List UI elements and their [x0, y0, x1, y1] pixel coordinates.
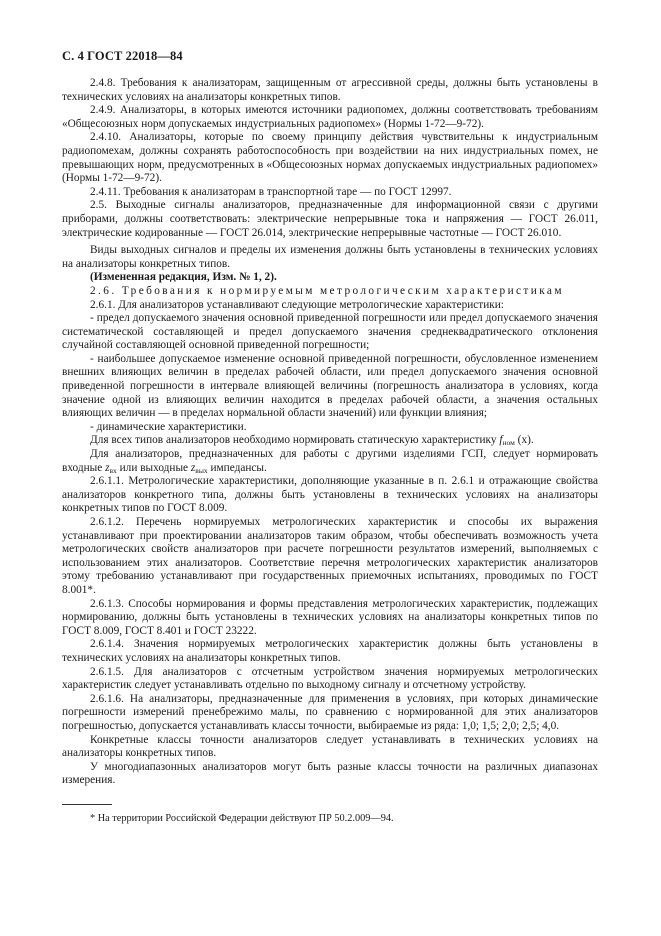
paragraph-2-6-1-4: 2.6.1.4. Значения нормируемых метрологических характеристик должны быть установлены в технических условиях на анализаторы конкретных типов. [62, 638, 598, 664]
paragraph-2-6-1-3: 2.6.1.3. Способы нормирования и формы представления метрологических характеристик, подлежащих нормированию, должны быть установлены в технических условиях на анализаторы конкретных типов по ГОСТ 8.009, ГОСТ 8.401 и ГОСТ 23222. [62, 597, 598, 637]
gsp-text-middle: или выходные [116, 461, 191, 474]
formula-f: f [499, 434, 503, 447]
gsp-sub-in: вх [109, 465, 117, 475]
list-item-dynamic: - динамические характеристики. [90, 420, 247, 433]
document-body [62, 77, 598, 788]
paragraph-2-4-8: 2.4.8. Требования к анализаторам, защищенным от агрессивной среды, должны быть установлены в технических условиях на анализаторы конкретных типов. [62, 77, 598, 103]
gsp-sub-out: вых [195, 465, 208, 475]
paragraph-multirange: У многодиапазонных анализаторов могут быть разные классы точности на различных диапазонах измерения. [62, 760, 598, 787]
paragraph-2-4-11: 2.4.11. Требования к анализаторам в транспортной таре — по ГОСТ 12997. [90, 185, 452, 198]
paragraph-2-6-1-5: 2.6.1.5. Для анализаторов с отсчетным устройством значения нормируемых метрологических характеристик следует устанавливать отдельно по выходному сигналу и отсчетному устройству. [62, 665, 598, 692]
paragraph-2-5: 2.5. Выходные сигналы анализаторов, предназначенные для информационной связи с другими приборами, должны соответствовать: электрические непрерывные тока и напряжения — ГОСТ 26.011, электрические кодированные — ГОСТ 26.014, электрические непрерывные частотные — ГОСТ 26.010. [62, 199, 598, 239]
paragraph-accuracy-classes: Конкретные классы точности анализаторов следует устанавливать в технических условиях на анализаторы конкретных типов. [62, 733, 598, 760]
paragraph-2-6-1-1: 2.6.1.1. Метрологические характеристики, дополняющие указанные в п. 2.6.1 и отражающие свойства анализаторов конкретного типа, должны быть установлены в технических условиях на анализаторы конкретных типов по ГОСТ 8.009. [62, 475, 598, 515]
gsp-z-out: z [190, 461, 196, 474]
paragraph-2-6-1: 2.6.1. Для анализаторов устанавливают следующие метрологические характеристики: [90, 298, 504, 311]
section-heading-2-6: 2.6. Требования к нормируемым метрологическим характеристикам [90, 284, 564, 297]
paragraph-2-4-10: 2.4.10. Анализаторы, которые по своему принципу действия чувствительны к индустриальным радиопомехам, должны сохранять работоспособность при воздействии на них индустриальных помех, не превышающих норм, предусмотренных в «Общесоюзных нормах допускаемых индустриальных радиопомех» (Нормы 1-72—9-72). [62, 131, 598, 185]
paragraph-2-4-9: 2.4.9. Анализаторы, в которых имеются источники радиопомех, должны соответствовать требованиям «Общесоюзных норм допускаемых индустриальных радиопомех» (Нормы 1-72—9-72). [62, 104, 598, 130]
formula-sub-nom: ном [502, 438, 515, 448]
paragraph-static-characteristic [62, 434, 598, 448]
gsp-z-in: z [105, 461, 110, 474]
amendment-note: (Измененная редакция, Изм. № 1, 2). [90, 271, 277, 284]
page-header: С. 4 ГОСТ 22018—84 [62, 49, 183, 63]
paragraph-gsp-impedance [62, 448, 598, 475]
paragraph-2-6-1-2: 2.6.1.2. Перечень нормируемых метрологических характеристик и способы их выражения устанавливают при проектировании анализаторов таким образом, чтобы обеспечивать возможность учета метрологических свойств анализаторов при расчете погрешности результатов измерений, выполняемых с использованием этих анализаторов. Соответствие перечня метрологических характеристик анализаторов этому требованию устанавливают при государственных приемочных испытаниях, проводимых по ГОСТ 8.001*. [62, 516, 598, 596]
paragraph-2-6-1-6: 2.6.1.6. На анализаторы, предназначенные для применения в условиях, при которых динамические погрешности измерений пренебрежимо малы, по сравнению с нормированной для этих анализаторов погрешностью, допускается устанавливать классы точности, выбираемые из ряда: 1,0; 1,5; 2,0; 2,5; 4,0. [62, 692, 598, 732]
formula-text-before: Для всех типов анализаторов необходимо нормировать статическую характеристику [90, 434, 500, 447]
list-item-error-limit: - предел допускаемого значения основной приведенной погрешности или предел допускаемого значения систематической составляющей и предел допускаемого значения среднеквадратического отклонения случайной составляющей основной приведенной погрешности; [62, 312, 598, 352]
gsp-text-after: импедансы. [207, 461, 267, 474]
footnote-rule [62, 804, 112, 805]
gsp-text-before: Для анализаторов, предназначенных для работы с другими изделиями ГСП, следует нормировать входные [62, 448, 598, 474]
list-item-error-change: - наибольшее допускаемое изменение основной приведенной погрешности, обусловленное изменением внешних влияющих величин в пределах рабочей области, или предел допускаемого значения основной приведенной погрешности в интервале влияющей величины (погрешность анализатора в условиях, когда значение одной из влияющих величин находится в пределах рабочей области, а значения остальных влияющих величин — в пределах нормальной области значений) или функции влияния; [62, 352, 598, 420]
formula-text-after: (x). [514, 434, 534, 447]
footnote: * На территории Российской Федерации действуют ПР 50.2.009—94. [90, 813, 394, 824]
paragraph-output-signals: Виды выходных сигналов и пределы их изменения должны быть установлены в технических условиях на анализаторы конкретных типов. [62, 244, 598, 270]
